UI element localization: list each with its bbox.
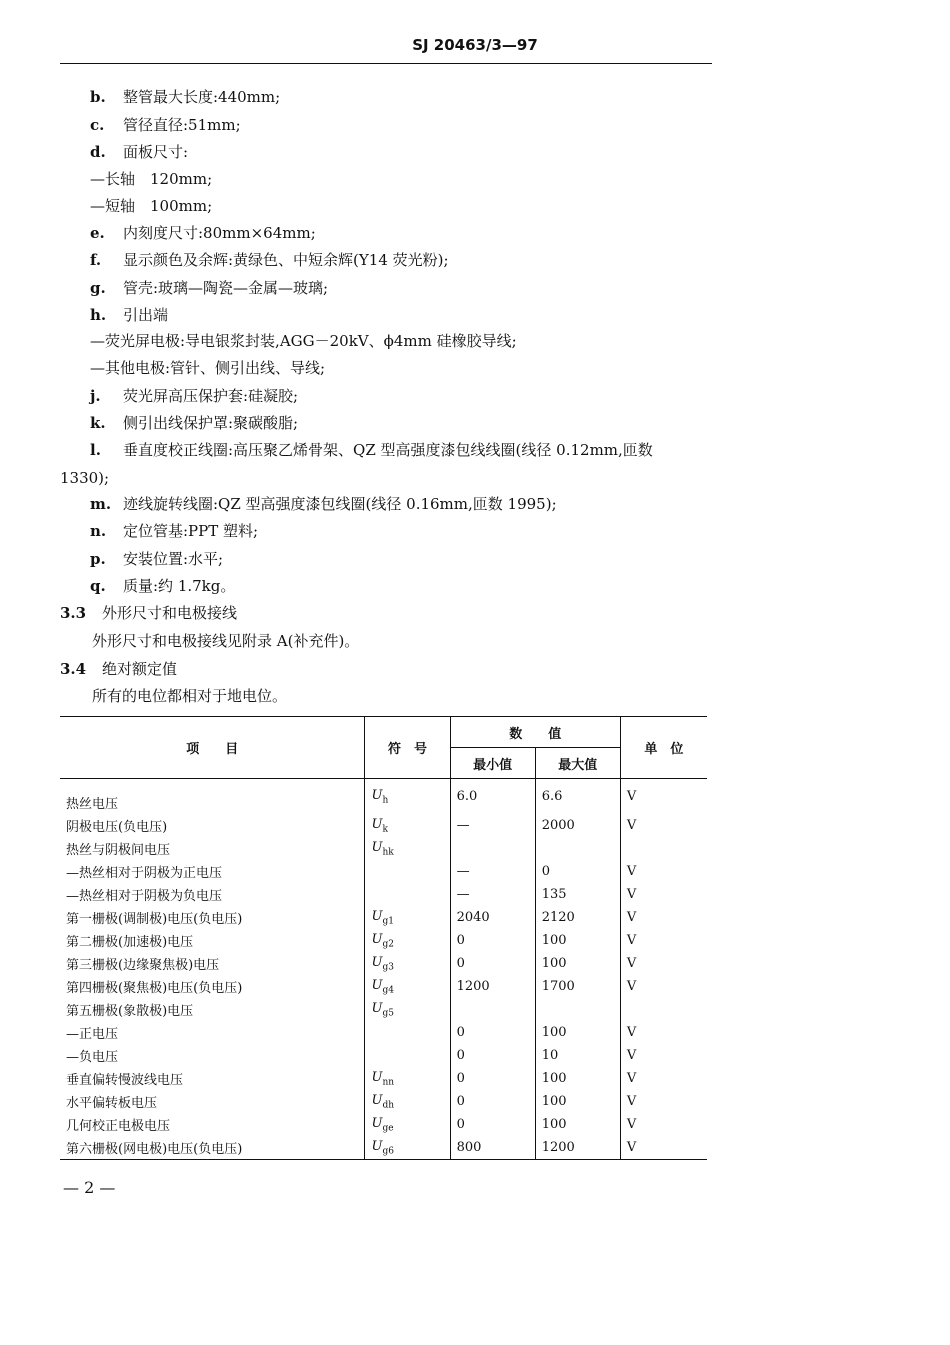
spec-item <box>90 223 316 243</box>
spec-item <box>90 386 298 406</box>
symbol-letter: U <box>371 1069 383 1085</box>
page-number: — 2 — <box>63 1178 116 1197</box>
col-header-min: 最小值 <box>450 748 535 779</box>
spec-item-text: 安装位置:水平; <box>123 550 224 568</box>
page-header: SJ 20463/3—97 <box>412 36 538 54</box>
cell-max: 1200 <box>535 1136 620 1160</box>
spec-item <box>90 169 212 189</box>
symbol-subscript: nn <box>382 1077 395 1088</box>
spec-item-label: p. <box>90 550 106 568</box>
section-number: 3.3 <box>60 604 87 622</box>
section-number: 3.4 <box>60 660 87 678</box>
cell-min: 0 <box>450 929 535 952</box>
spec-item <box>60 468 109 488</box>
cell-max: 100 <box>535 1021 620 1044</box>
cell-symbol <box>365 883 450 906</box>
spec-item-label: c. <box>90 116 105 134</box>
symbol-subscript: g5 <box>382 1008 394 1019</box>
symbol-letter: U <box>371 816 383 832</box>
table-row <box>60 975 707 998</box>
spec-item-text: —短轴 100mm; <box>90 197 213 215</box>
spec-item-label: h. <box>90 306 107 324</box>
cell-min <box>450 837 535 860</box>
spec-item-text: 引出端 <box>123 306 169 324</box>
spec-item-text: 管壳:玻璃—陶瓷—金属—玻璃; <box>123 279 329 297</box>
spec-item-text: 内刻度尺寸:80mm×64mm; <box>123 224 316 242</box>
symbol-subscript: g1 <box>382 916 394 927</box>
cell-item: 第三栅极(边缘聚焦极)电压 <box>66 958 220 973</box>
spec-item <box>90 576 235 596</box>
cell-max: 135 <box>535 883 620 906</box>
cell-max: 100 <box>535 1067 620 1090</box>
symbol-subscript: g2 <box>382 939 394 950</box>
cell-unit <box>620 837 707 860</box>
spec-item-text: 质量:约 1.7kg。 <box>123 577 236 595</box>
symbol-letter: U <box>371 1000 383 1016</box>
spec-item-label: d. <box>90 143 106 161</box>
cell-max: 10 <box>535 1044 620 1067</box>
cell-max <box>535 837 620 860</box>
spec-item-text: 侧引出线保护罩:聚碳酸脂; <box>123 414 299 432</box>
section-heading <box>60 603 237 623</box>
cell-item: 第六栅极(网电极)电压(负电压) <box>66 1142 243 1157</box>
cell-unit: V <box>620 1113 707 1136</box>
cell-min <box>450 998 535 1021</box>
symbol-subscript: h <box>382 795 389 806</box>
cell-unit: V <box>620 814 707 837</box>
cell-unit: V <box>620 1136 707 1160</box>
cell-symbol <box>365 998 450 1021</box>
cell-item: 水平偏转板电压 <box>66 1096 158 1111</box>
cell-item: —热丝相对于阴极为负电压 <box>66 889 223 904</box>
spec-item-text: 荧光屏高压保护套:硅凝胶; <box>123 387 299 405</box>
table-row <box>60 929 707 952</box>
spec-item <box>90 521 258 541</box>
cell-item: 第四栅极(聚焦极)电压(负电压) <box>66 981 243 996</box>
col-header-symbol: 符 号 <box>365 717 450 779</box>
cell-min: — <box>450 860 535 883</box>
spec-item-label: n. <box>90 522 107 540</box>
table-row <box>60 837 707 860</box>
symbol-letter: U <box>371 787 383 803</box>
cell-min: 1200 <box>450 975 535 998</box>
spec-item-label: k. <box>90 414 106 432</box>
spec-item-text: 显示颜色及余辉:黄绿色、中短余辉(Y14 荧光粉); <box>123 251 449 269</box>
section-body: 外形尺寸和电极接线见附录 A(补充件)。 <box>92 632 360 650</box>
spec-item <box>90 250 449 270</box>
cell-unit: V <box>620 779 707 815</box>
rating-table <box>60 716 707 1160</box>
symbol-letter: U <box>371 908 383 924</box>
cell-min: 0 <box>450 1113 535 1136</box>
table-row <box>60 952 707 975</box>
section-body: 所有的电位都相对于地电位。 <box>92 687 288 705</box>
table-row <box>60 814 707 837</box>
cell-min: — <box>450 814 535 837</box>
cell-item: 第二栅极(加速极)电压 <box>66 935 194 950</box>
cell-min: 800 <box>450 1136 535 1160</box>
cell-max: 2120 <box>535 906 620 929</box>
spec-item <box>90 413 298 433</box>
spec-item-text: —长轴 120mm; <box>90 170 213 188</box>
symbol-letter: U <box>371 1115 383 1131</box>
spec-item-label: f. <box>90 251 102 269</box>
spec-item <box>90 278 328 298</box>
cell-item: 热丝与阴极间电压 <box>66 843 171 858</box>
cell-item: —正电压 <box>66 1027 119 1042</box>
table-row <box>60 1113 707 1136</box>
col-header-item: 项 目 <box>60 717 365 779</box>
spec-item <box>90 549 223 569</box>
cell-max: 2000 <box>535 814 620 837</box>
cell-symbol <box>365 860 450 883</box>
cell-unit: V <box>620 906 707 929</box>
cell-item: 几何校正电极电压 <box>66 1119 171 1134</box>
table-row <box>60 779 707 815</box>
cell-item: —负电压 <box>66 1050 119 1065</box>
symbol-subscript: k <box>382 824 388 835</box>
spec-item <box>90 331 517 351</box>
col-header-unit: 单 位 <box>620 717 707 779</box>
cell-symbol <box>365 1136 450 1160</box>
cell-unit: V <box>620 1044 707 1067</box>
spec-item-text: —荧光屏电极:导电银浆封装,AGG－20kV、ϕ4mm 硅橡胶导线; <box>90 332 517 350</box>
cell-unit: V <box>620 883 707 906</box>
symbol-letter: U <box>371 931 383 947</box>
cell-max: 0 <box>535 860 620 883</box>
spec-item-label: l. <box>90 441 101 459</box>
cell-symbol <box>365 837 450 860</box>
cell-item: —热丝相对于阴极为正电压 <box>66 866 223 881</box>
cell-item: 阴极电压(负电压) <box>66 820 168 835</box>
cell-max: 100 <box>535 952 620 975</box>
cell-symbol <box>365 906 450 929</box>
symbol-letter: U <box>371 977 383 993</box>
spec-item <box>90 494 557 514</box>
cell-symbol <box>365 1090 450 1113</box>
spec-item <box>90 305 168 325</box>
cell-unit: V <box>620 975 707 998</box>
cell-symbol <box>365 779 450 815</box>
cell-unit: V <box>620 860 707 883</box>
table-row <box>60 1067 707 1090</box>
table-row <box>60 1021 707 1044</box>
cell-unit: V <box>620 952 707 975</box>
cell-symbol <box>365 975 450 998</box>
cell-unit: V <box>620 1021 707 1044</box>
spec-item-text: 管径直径:51mm; <box>123 116 241 134</box>
table-row <box>60 860 707 883</box>
cell-item: 热丝电压 <box>66 797 119 812</box>
spec-item <box>90 196 212 216</box>
spec-item <box>90 115 241 135</box>
cell-min: 2040 <box>450 906 535 929</box>
cell-item: 第五栅极(象散极)电压 <box>66 1004 194 1019</box>
symbol-letter: U <box>371 1092 383 1108</box>
spec-item <box>90 440 653 460</box>
cell-symbol <box>365 1113 450 1136</box>
cell-unit: V <box>620 929 707 952</box>
cell-max: 100 <box>535 1090 620 1113</box>
cell-min: 0 <box>450 1021 535 1044</box>
spec-item-label: j. <box>90 387 101 405</box>
symbol-letter: U <box>371 954 383 970</box>
cell-min: 0 <box>450 1067 535 1090</box>
cell-max: 100 <box>535 929 620 952</box>
spec-item <box>90 358 325 378</box>
cell-max <box>535 998 620 1021</box>
symbol-subscript: dh <box>382 1100 394 1111</box>
spec-item-text: 面板尺寸: <box>123 143 189 161</box>
spec-item-text: 垂直度校正线圈:高压聚乙烯骨架、QZ 型高强度漆包线线圈(线径 0.12mm,匝数 <box>123 441 653 459</box>
spec-item-label: b. <box>90 88 106 106</box>
section-title: 外形尺寸和电极接线 <box>102 604 238 622</box>
cell-symbol <box>365 952 450 975</box>
symbol-subscript: hk <box>382 847 394 858</box>
header-rule <box>60 63 712 64</box>
spec-item <box>90 87 280 107</box>
spec-item-text: 迹线旋转线圈:QZ 型高强度漆包线圈(线径 0.16mm,匝数 1995); <box>123 495 557 513</box>
cell-symbol <box>365 1067 450 1090</box>
cell-min: 6.0 <box>450 779 535 815</box>
section-heading <box>60 659 177 679</box>
cell-unit: V <box>620 1067 707 1090</box>
table-row <box>60 998 707 1021</box>
spec-item-label: q. <box>90 577 106 595</box>
cell-symbol <box>365 1021 450 1044</box>
symbol-subscript: g4 <box>382 985 394 996</box>
cell-min: 0 <box>450 1090 535 1113</box>
cell-unit <box>620 998 707 1021</box>
table-row <box>60 1044 707 1067</box>
section-title: 绝对额定值 <box>102 660 178 678</box>
symbol-letter: U <box>371 1138 383 1154</box>
spec-item <box>90 142 188 162</box>
cell-max: 6.6 <box>535 779 620 815</box>
table-row <box>60 906 707 929</box>
symbol-subscript: g6 <box>382 1146 394 1157</box>
spec-item-label: e. <box>90 224 105 242</box>
col-header-max: 最大值 <box>535 748 620 779</box>
symbol-subscript: g3 <box>382 962 394 973</box>
cell-min: 0 <box>450 1044 535 1067</box>
spec-item-text: 定位管基:PPT 塑料; <box>123 522 259 540</box>
cell-item: 垂直偏转慢波线电压 <box>66 1073 184 1088</box>
cell-item: 第一栅极(调制极)电压(负电压) <box>66 912 243 927</box>
spec-item-label: m. <box>90 495 112 513</box>
cell-symbol <box>365 1044 450 1067</box>
table-row <box>60 1090 707 1113</box>
spec-item-label: g. <box>90 279 106 297</box>
symbol-letter: U <box>371 839 383 855</box>
spec-item-text: 整管最大长度:440mm; <box>123 88 281 106</box>
spec-item-text: 1330); <box>60 469 110 487</box>
table-row <box>60 1136 707 1160</box>
cell-symbol <box>365 929 450 952</box>
table-row <box>60 883 707 906</box>
cell-max: 100 <box>535 1113 620 1136</box>
rating-table-body <box>60 779 707 1160</box>
symbol-subscript: ge <box>382 1123 394 1134</box>
spec-item-text: —其他电极:管针、侧引出线、导线; <box>90 359 326 377</box>
cell-max: 1700 <box>535 975 620 998</box>
col-header-value: 数 值 <box>450 717 620 748</box>
cell-unit: V <box>620 1090 707 1113</box>
cell-min: — <box>450 883 535 906</box>
cell-symbol <box>365 814 450 837</box>
cell-min: 0 <box>450 952 535 975</box>
